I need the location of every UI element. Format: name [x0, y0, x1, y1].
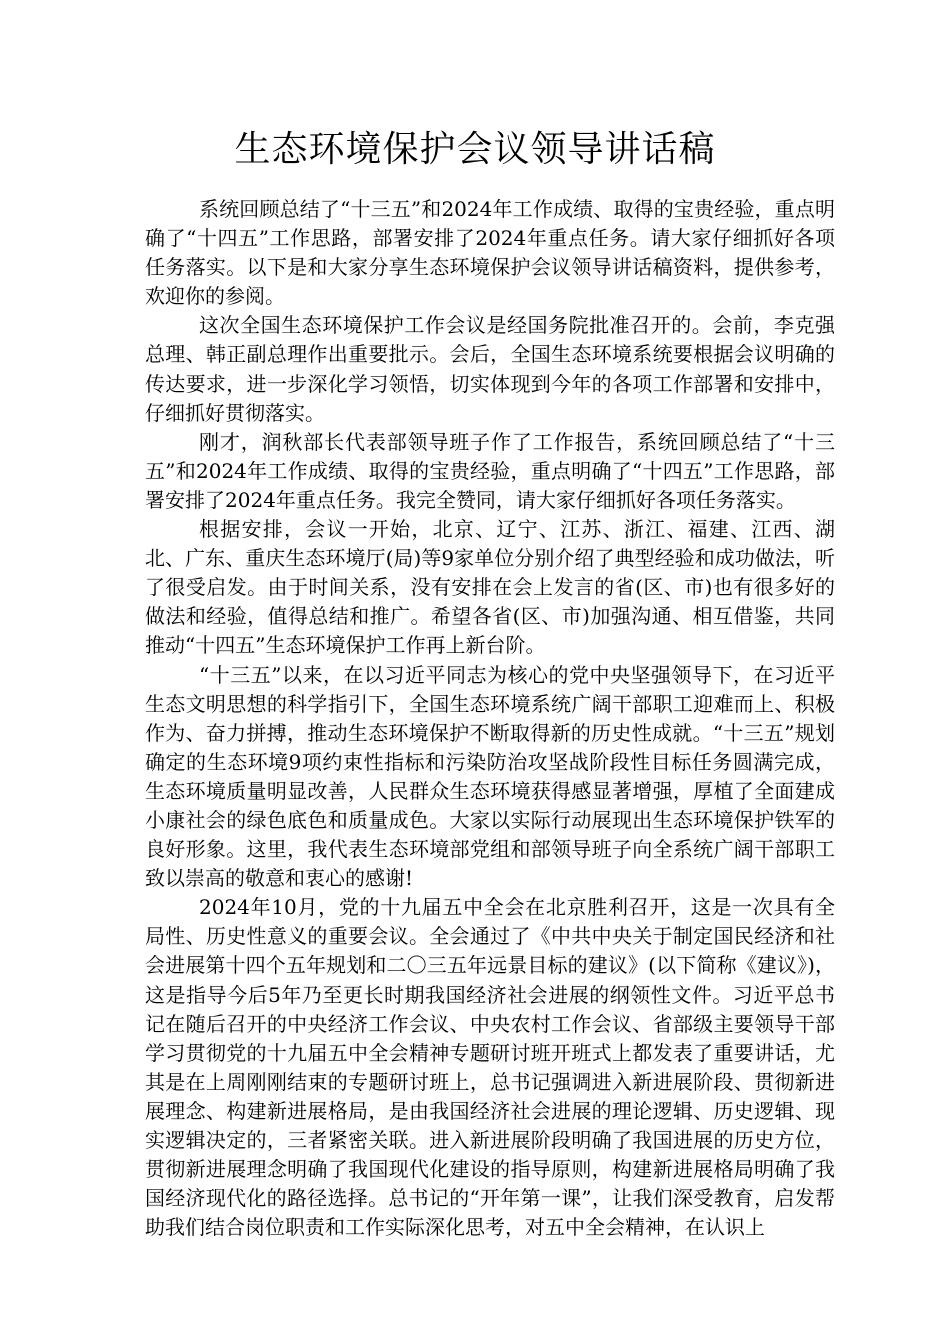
- document-title: 生态环境保护会议领导讲话稿: [234, 129, 716, 170]
- paragraph-1: 系统回顾总结了“十三五”和2024年工作成绩、取得的宝贵经验，重点明确了“十四五”工作思路，部署安排了2024年重点任务。请大家仔细抓好各项任务落实。以下是和大家分享生态环境保护会议领导讲话稿资料，提供参考，欢迎你的参阅。: [145, 197, 835, 309]
- paragraph-3: 刚才，润秋部长代表部领导班子作了工作报告，系统回顾总结了“十三五”和2024年工作成绩、取得的宝贵经验，重点明确了“十四五”工作思路，部署安排了2024年重点任务。我完全赞同，请大家仔细抓好各项任务落实。: [145, 429, 835, 512]
- document-body: [145, 195, 835, 1242]
- paragraph-4: 根据安排，会议一开始，北京、辽宁、江苏、浙江、福建、江西、湖北、广东、重庆生态环境厅(局)等9家单位分别介绍了典型经验和成功做法，听了很受启发。由于时间关系，没有安排在会上发言的省(区、市)也有很多好的做法和经验，值得总结和推广。希望各省(区、市)加强沟通、相互借鉴，共同推动“十四五”生态环境保护工作再上新台阶。: [145, 517, 835, 658]
- paragraph-6: 2024年10月，党的十九届五中全会在北京胜利召开，这是一次具有全局性、历史性意义的重要会议。全会通过了《中共中央关于制定国民经济和社会进展第十四个五年规划和二〇三五年远景目标的建议》(以下简称《建议》)，这是指导今后5年乃至更长时期我国经济社会进展的纲领性文件。习近平总书记在随后召开的中央经济工作会议、中央农村工作会议、省部级主要领导干部学习贯彻党的十九届五中全会精神专题研讨班开班式上都发表了重要讲话，尤其是在上周刚刚结束的专题研讨班上，总书记强调进入新进展阶段、贯彻新进展理念、构建新进展格局，是由我国经济社会进展的理论逻辑、历史逻辑、现实逻辑决定的，三者紧密关联。进入新进展阶段明确了我国进展的历史方位，贯彻新进展理念明确了我国现代化建设的指导原则，构建新进展格局明确了我国经济现代化的路径选择。总书记的“开年第一课”，让我们深受教育，启发帮助我们结合岗位职责和工作实际深化思考，对五中全会精神，在认识上: [145, 895, 835, 1240]
- paragraph-5: “十三五”以来，在以习近平同志为核心的党中央坚强领导下，在习近平生态文明思想的科学指引下，全国生态环境系统广阔干部职工迎难而上、积极作为、奋力拼搏，推动生态环境保护不断取得新的历史性成就。“十三五”规划确定的生态环境9项约束性指标和污染防治攻坚战阶段性目标任务圆满完成，生态环境质量明显改善，人民群众生态环境获得感显著增强，厚植了全面建成小康社会的绿色底色和质量成色。大家以实际行动展现出生态环境保护铁军的良好形象。这里，我代表生态环境部党组和部领导班子向全系统广阔干部职工致以崇高的敬意和衷心的感谢!: [145, 662, 835, 891]
- paragraph-2: 这次全国生态环境保护工作会议是经国务院批准召开的。会前，李克强总理、韩正副总理作出重要批示。会后，全国生态环境系统要根据会议明确的传达要求，进一步深化学习领悟，切实体现到今年的各项工作部署和安排中，仔细抓好贯彻落实。: [145, 313, 835, 425]
